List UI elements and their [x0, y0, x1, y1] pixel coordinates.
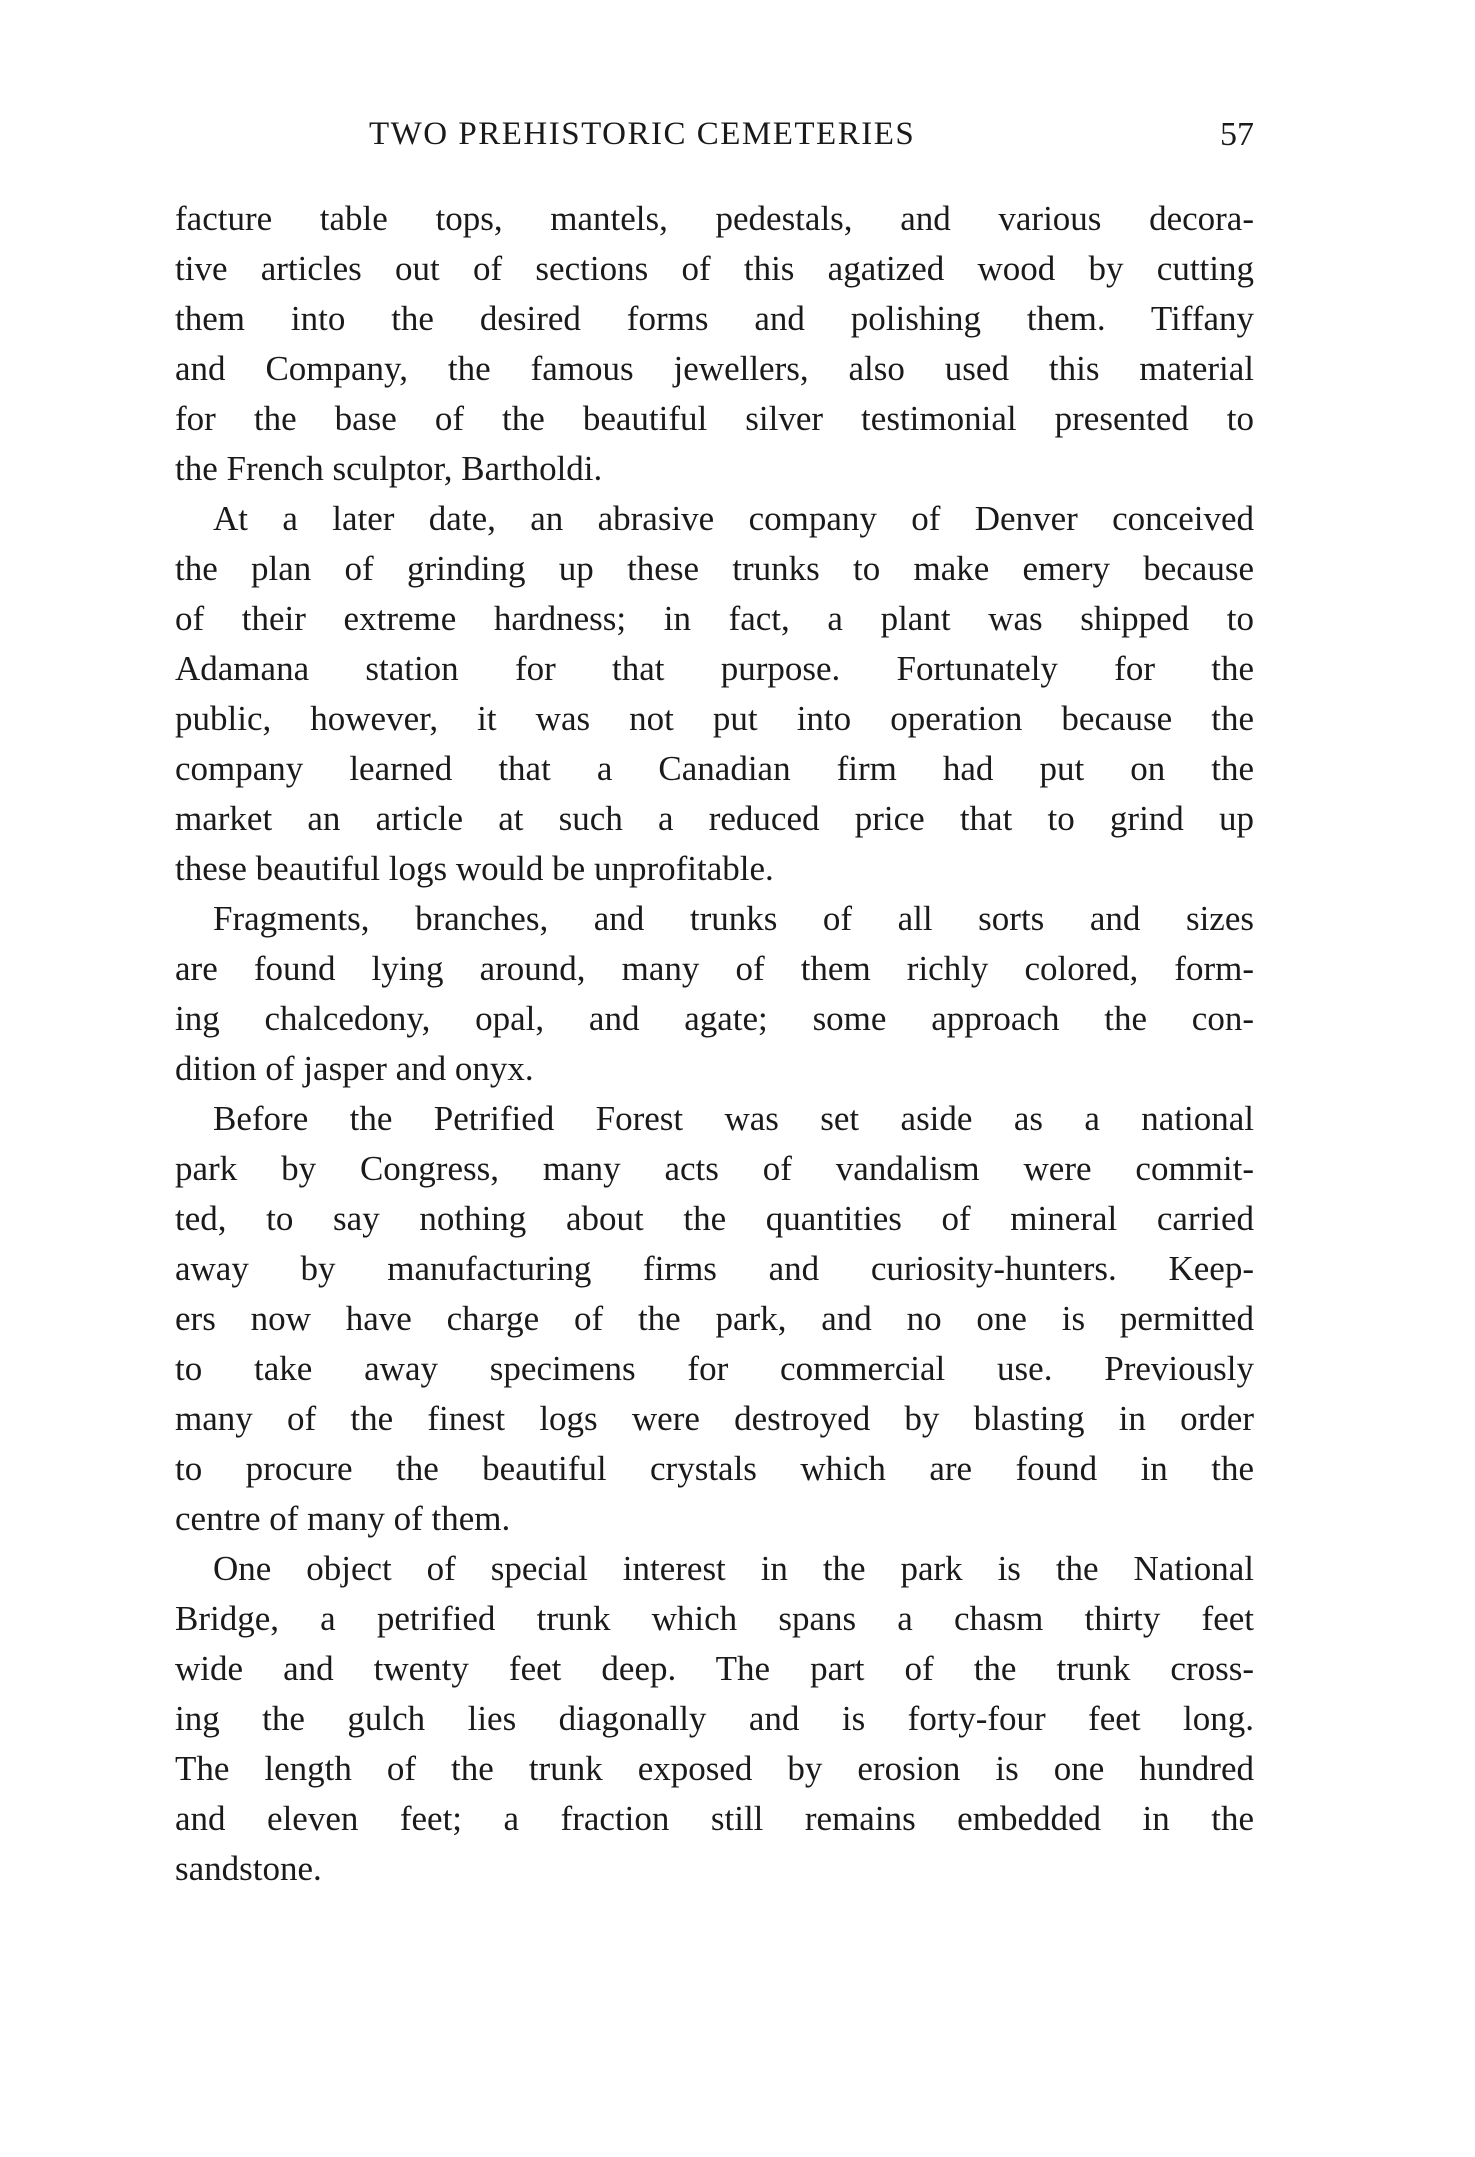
text-line: ted, to say nothing about the quantities of mineral carried [175, 1199, 1254, 1238]
text-line: are found lying around, many of them richly colored, form- [175, 949, 1254, 988]
text-line: market an article at such a reduced price that to grind up [175, 799, 1254, 838]
paragraph [175, 894, 1254, 1094]
text-line: wide and twenty feet deep. The part of the trunk cross- [175, 1649, 1254, 1688]
text-line: them into the desired forms and polishing them. Tiffany [175, 299, 1254, 338]
text-line: tive articles out of sections of this agatized wood by cutting [175, 249, 1254, 288]
text-line: and Company, the famous jewellers, also used this material [175, 349, 1254, 388]
paragraph [175, 1094, 1254, 1544]
paragraph [175, 194, 1254, 494]
text-line: company learned that a Canadian firm had put on the [175, 749, 1254, 788]
text-line: these beautiful logs would be unprofitable. [175, 849, 774, 888]
text-line: centre of many of them. [175, 1499, 511, 1538]
text-line: away by manufacturing firms and curiosity-hunters. Keep- [175, 1249, 1254, 1288]
text-line: park by Congress, many acts of vandalism were commit- [175, 1149, 1254, 1188]
text-line: for the base of the beautiful silver testimonial presented to [175, 399, 1254, 438]
text-line: many of the finest logs were destroyed by blasting in order [175, 1399, 1254, 1438]
text-line: At a later date, an abrasive company of Denver conceived [213, 499, 1254, 538]
paragraph [175, 1544, 1254, 1894]
text-line: the plan of grinding up these trunks to make emery because [175, 549, 1254, 588]
text-line: Bridge, a petrified trunk which spans a chasm thirty feet [175, 1599, 1254, 1638]
text-line: of their extreme hardness; in fact, a plant was shipped to [175, 599, 1254, 638]
body-text [175, 194, 1254, 1894]
text-line: the French sculptor, Bartholdi. [175, 449, 603, 488]
text-line: One object of special interest in the park is the National [213, 1549, 1254, 1588]
running-head [175, 116, 1254, 160]
text-line: sandstone. [175, 1849, 322, 1888]
text-line: ing chalcedony, opal, and agate; some approach the con- [175, 999, 1254, 1038]
running-head-title: TWO PREHISTORIC CEMETERIES [369, 116, 916, 152]
text-line: dition of jasper and onyx. [175, 1049, 534, 1088]
paragraph [175, 494, 1254, 894]
text-line: ing the gulch lies diagonally and is forty-four feet long. [175, 1699, 1254, 1738]
text-line: and eleven feet; a fraction still remains embedded in the [175, 1799, 1254, 1838]
text-line: to procure the beautiful crystals which are found in the [175, 1449, 1254, 1488]
text-line: facture table tops, mantels, pedestals, and various decora- [175, 199, 1254, 238]
text-line: The length of the trunk exposed by erosion is one hundred [175, 1749, 1254, 1788]
text-line: ers now have charge of the park, and no one is permitted [175, 1299, 1254, 1338]
text-line: Before the Petrified Forest was set aside as a national [213, 1099, 1254, 1138]
page-number: 57 [1220, 116, 1254, 153]
text-line: to take away specimens for commercial use. Previously [175, 1349, 1254, 1388]
text-line: public, however, it was not put into operation because the [175, 699, 1254, 738]
text-line: Fragments, branches, and trunks of all sorts and sizes [213, 899, 1254, 938]
text-line: Adamana station for that purpose. Fortunately for the [175, 649, 1254, 688]
